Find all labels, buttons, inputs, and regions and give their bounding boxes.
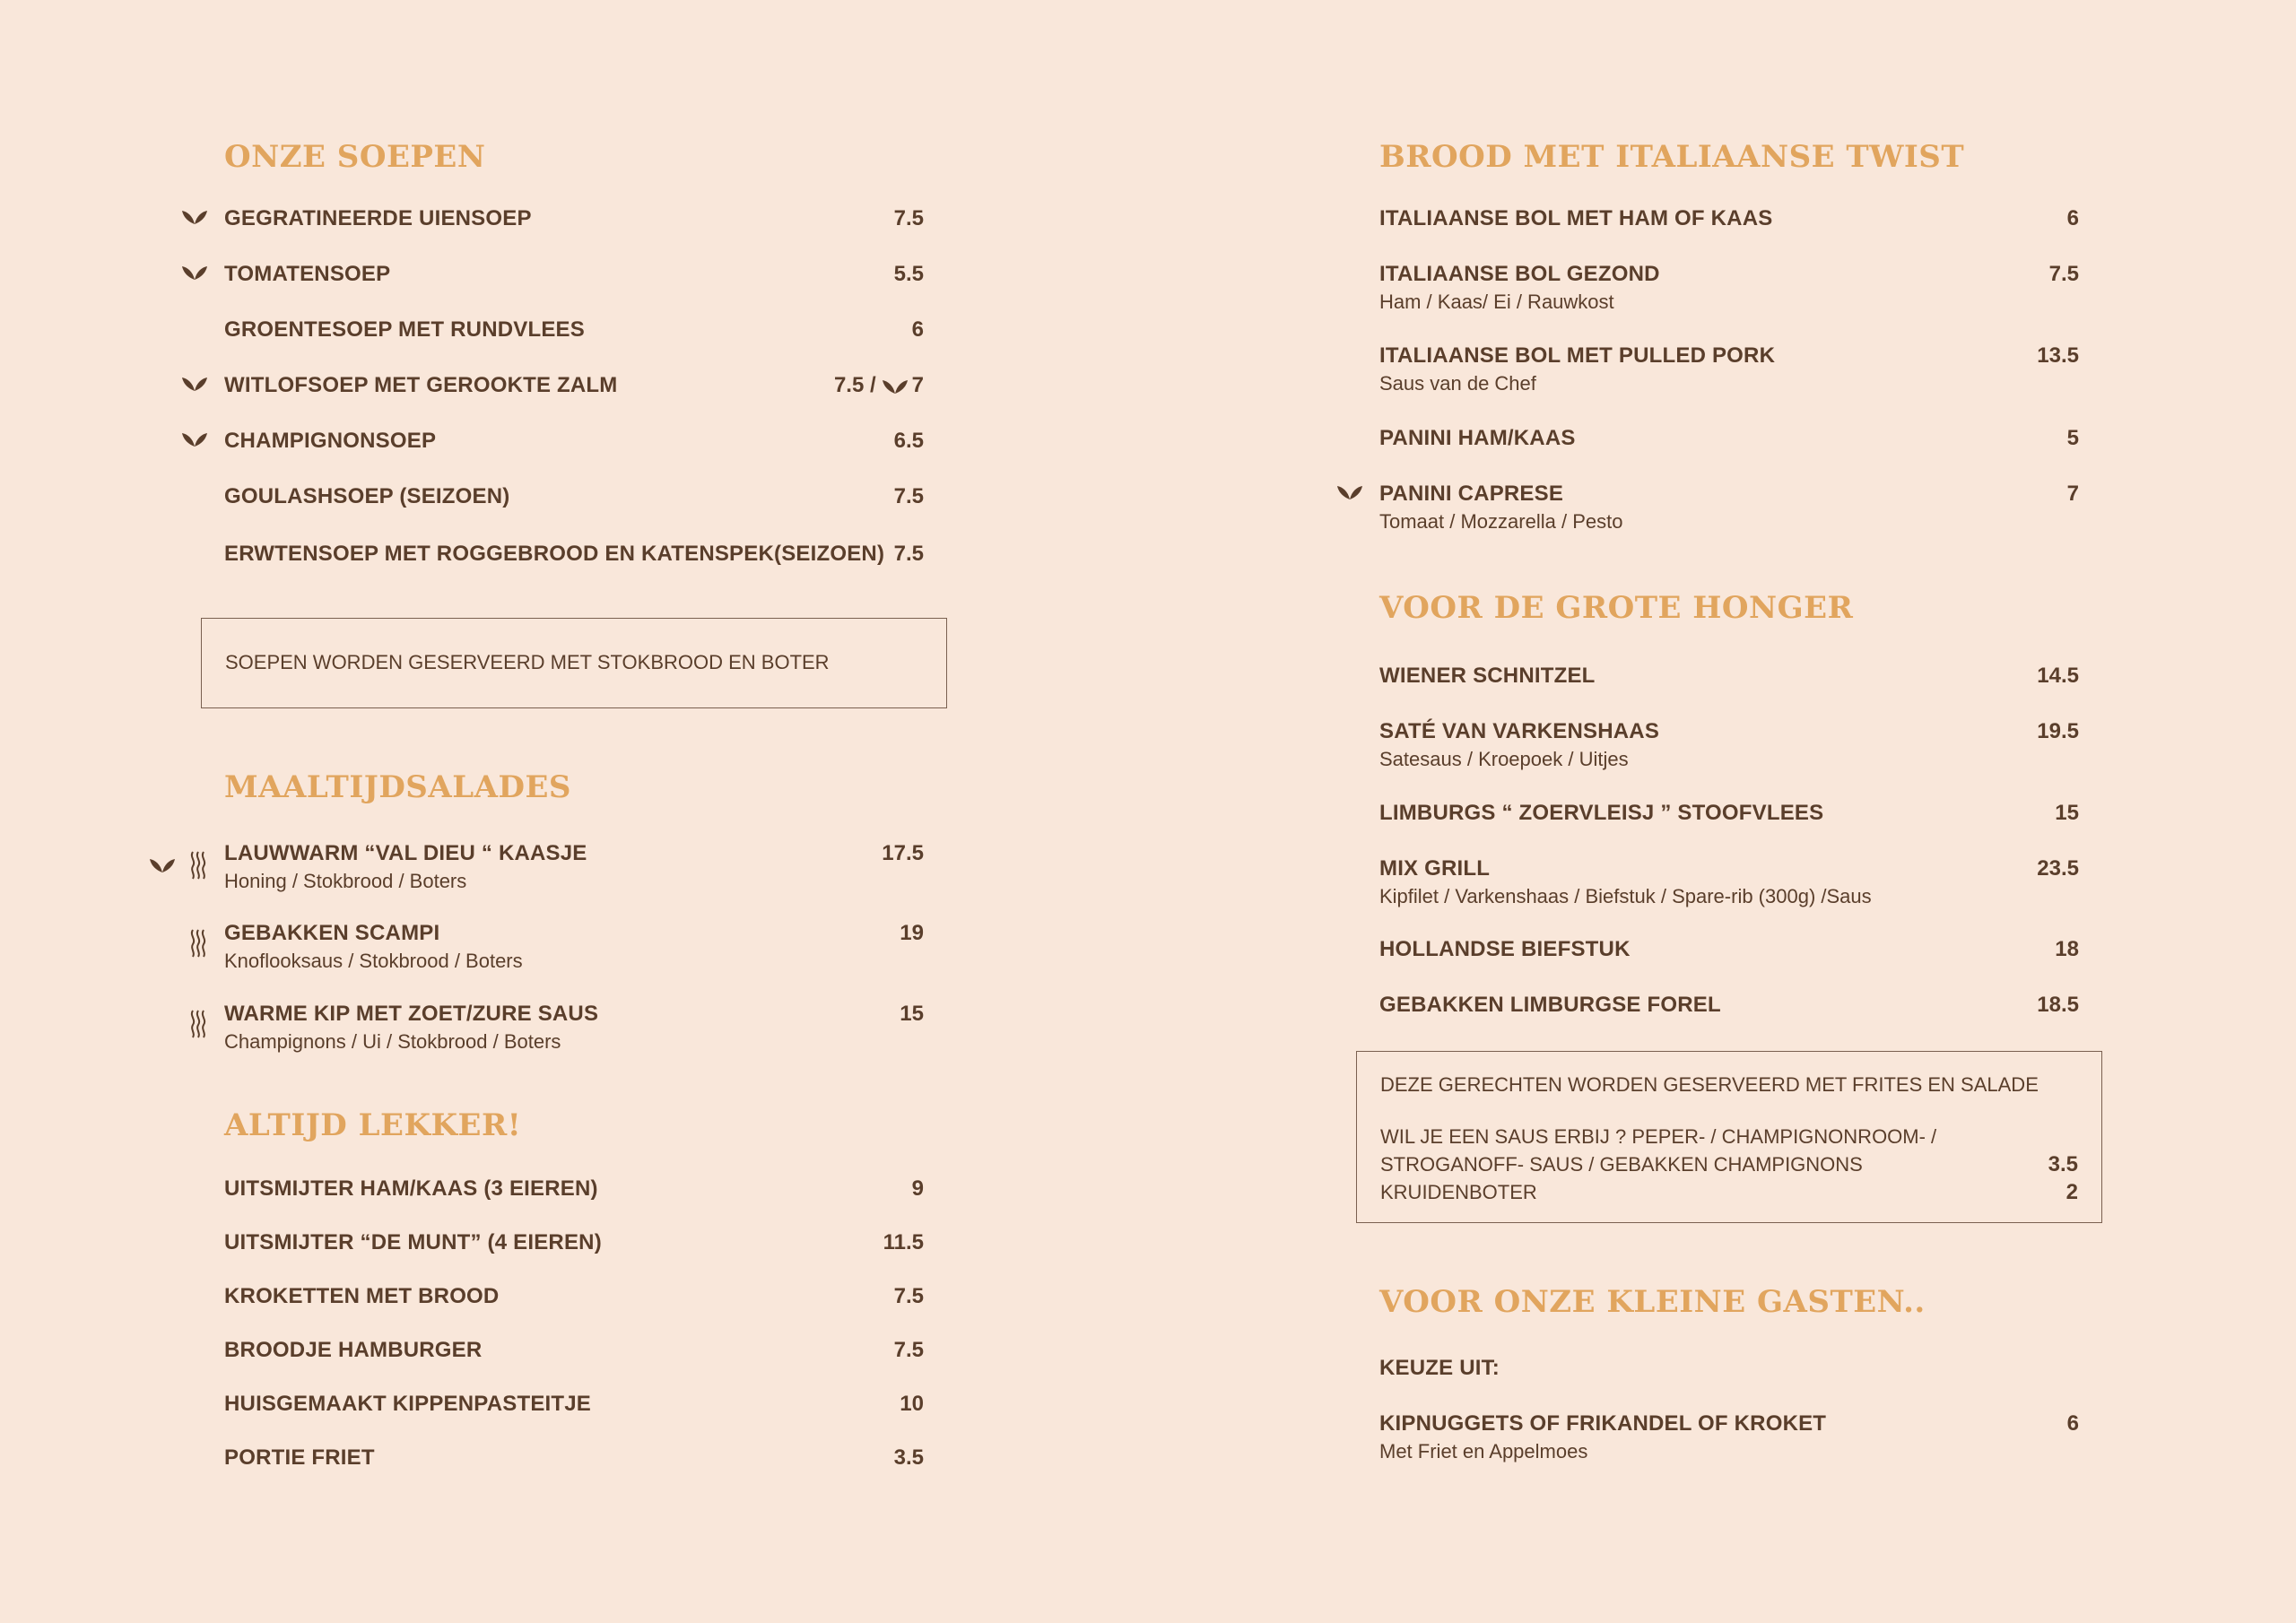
leaf-icon (181, 264, 208, 282)
item-name: TOMATENSOEP (224, 262, 391, 286)
menu-item (224, 206, 924, 231)
menu-item (224, 484, 924, 509)
item-price: 7 (2066, 482, 2079, 506)
item-price: 18.5 (2037, 993, 2079, 1017)
note-line: DEZE GERECHTEN WORDEN GESERVEERD MET FRITES EN SALADE (1380, 1073, 2039, 1096)
item-price: 7.5 (893, 206, 924, 230)
item-price: 7.5 (893, 1338, 924, 1362)
item-price-vegetarian: 7 (911, 373, 924, 397)
note-price: 2 (2066, 1180, 2078, 1204)
leaf-icon (181, 375, 208, 393)
menu-item (224, 262, 924, 287)
item-name: ITALIAANSE BOL GEZOND (1379, 262, 1660, 286)
item-name: LAUWWARM “VAL DIEU “ KAASJE (224, 841, 587, 865)
item-description: Honing / Stokbrood / Boters (224, 870, 467, 892)
note-line: WIL JE EEN SAUS ERBIJ ? PEPER- / CHAMPIGNONROOM- / (1380, 1125, 1937, 1148)
soepen-title: ONZE SOEPEN (224, 139, 486, 175)
item-name: ITALIAANSE BOL MET PULLED PORK (1379, 343, 1776, 368)
item-price: 7.5 / (833, 373, 876, 397)
item-name: GOULASHSOEP (SEIZOEN) (224, 484, 510, 508)
menu-item (1379, 206, 2079, 231)
item-description: Kipfilet / Varkenshaas / Biefstuk / Spare-rib (300g) /Saus (1379, 885, 1872, 907)
item-price: 7.5 (893, 484, 924, 508)
item-description: Saus van de Chef (1379, 372, 1536, 395)
menu-item (224, 1230, 924, 1255)
menu-item (1379, 482, 2079, 534)
item-description: Met Friet en Appelmoes (1379, 1440, 1588, 1462)
leaf-icon (181, 430, 208, 448)
item-description: Ham / Kaas/ Ei / Rauwkost (1379, 291, 1614, 313)
item-name: PORTIE FRIET (224, 1445, 375, 1470)
menu-item (1379, 426, 2079, 451)
item-price: 19 (900, 921, 924, 945)
item-description: Tomaat / Mozzarella / Pesto (1379, 510, 1623, 533)
brood-title: BROOD MET ITALIAANSE TWIST (1379, 139, 1965, 175)
menu-item (224, 1176, 924, 1202)
item-name: WITLOFSOEP MET GEROOKTE ZALM (224, 373, 618, 397)
item-name: CHAMPIGNONSOEP (224, 429, 437, 453)
item-price: 9 (911, 1176, 924, 1201)
item-price: 6 (911, 317, 924, 342)
soepen-note-box (201, 618, 947, 708)
item-price: 11.5 (883, 1230, 924, 1254)
item-price: 14.5 (2037, 664, 2079, 688)
kinderen-subtitle-row (1379, 1356, 2079, 1381)
item-price: 15 (2055, 801, 2079, 825)
menu-item (1379, 993, 2079, 1018)
item-name: WIENER SCHNITZEL (1379, 664, 1596, 688)
item-price: 7.5 (893, 542, 924, 566)
item-name: KIPNUGGETS OF FRIKANDEL OF KROKET (1379, 1411, 1827, 1436)
menu-item (224, 841, 924, 894)
item-price: 15 (900, 1002, 924, 1026)
item-price: 3.5 (893, 1445, 924, 1470)
item-name: GROENTESOEP MET RUNDVLEES (224, 317, 585, 342)
item-name: HOLLANDSE BIEFSTUK (1379, 937, 1631, 961)
item-price: 6.5 (893, 429, 924, 453)
menu-item (224, 1338, 924, 1363)
heat-icon (188, 1009, 208, 1039)
menu-item (224, 542, 924, 567)
heat-icon (188, 850, 208, 881)
item-name: UITSMIJTER HAM/KAAS (3 EIEREN) (224, 1176, 598, 1201)
item-price: 13.5 (2037, 343, 2079, 368)
menu-item (1379, 937, 2079, 962)
leaf-icon (1336, 483, 1363, 501)
item-price: 17.5 (882, 841, 924, 865)
item-name: BROODJE HAMBURGER (224, 1338, 483, 1362)
kinderen-subtitle: KEUZE UIT: (1379, 1356, 1500, 1380)
menu-item (1379, 1411, 2079, 1464)
item-name: GEBAKKEN SCAMPI (224, 921, 440, 945)
item-price: 6 (2066, 1411, 2079, 1436)
item-name: PANINI HAM/KAAS (1379, 426, 1576, 450)
honger-note-box (1356, 1051, 2102, 1223)
item-name: PANINI CAPRESE (1379, 482, 1564, 506)
item-description: Champignons / Ui / Stokbrood / Boters (224, 1030, 561, 1053)
note-line: STROGANOFF- SAUS / GEBAKKEN CHAMPIGNONS (1380, 1153, 1863, 1176)
item-name: ITALIAANSE BOL MET HAM OF KAAS (1379, 206, 1773, 230)
item-price: 19.5 (2037, 719, 2079, 743)
menu-item (224, 317, 924, 343)
menu-item (224, 921, 924, 974)
item-price: 18 (2055, 937, 2079, 961)
item-price: 6 (2066, 206, 2079, 230)
item-name: MIX GRILL (1379, 856, 1491, 881)
menu-item (224, 1002, 924, 1055)
heat-icon (188, 928, 208, 959)
note-price: 3.5 (2048, 1152, 2078, 1176)
item-name: UITSMIJTER “DE MUNT” (4 EIEREN) (224, 1230, 602, 1254)
menu-item (1379, 664, 2079, 689)
item-name: ERWTENSOEP MET ROGGEBROOD EN KATENSPEK(SEIZOEN) (224, 542, 885, 566)
item-price: 23.5 (2037, 856, 2079, 881)
item-price: 5 (2066, 426, 2079, 450)
leaf-icon (882, 378, 909, 395)
menu-item (224, 1284, 924, 1309)
item-price: 10 (900, 1392, 924, 1416)
item-description: Knoflooksaus / Stokbrood / Boters (224, 950, 523, 972)
lekker-title: ALTIJD LEKKER! (224, 1107, 522, 1143)
menu-item (224, 373, 924, 398)
note-line: KRUIDENBOTER (1380, 1181, 1537, 1203)
menu-item (1379, 801, 2079, 826)
menu-item (1379, 856, 2079, 909)
item-name: WARME KIP MET ZOET/ZURE SAUS (224, 1002, 599, 1026)
menu-item (224, 1392, 924, 1417)
item-price-group (834, 373, 924, 398)
item-name: LIMBURGS “ ZOERVLEISJ ” STOOFVLEES (1379, 801, 1824, 825)
menu-item (224, 1445, 924, 1471)
item-name: SATÉ VAN VARKENSHAAS (1379, 719, 1660, 743)
honger-title: VOOR DE GROTE HONGER (1379, 590, 1854, 626)
item-name: HUISGEMAAKT KIPPENPASTEITJE (224, 1392, 592, 1416)
menu-item (1379, 262, 2079, 315)
kinderen-title: VOOR ONZE KLEINE GASTEN.. (1379, 1284, 1926, 1320)
menu-item (1379, 719, 2079, 772)
item-price: 7.5 (893, 1284, 924, 1308)
item-name: GEBAKKEN LIMBURGSE FOREL (1379, 993, 1721, 1017)
leaf-icon (149, 856, 176, 874)
menu-item (224, 429, 924, 454)
item-name: KROKETTEN MET BROOD (224, 1284, 500, 1308)
item-price: 7.5 (2048, 262, 2079, 286)
item-name: GEGRATINEERDE UIENSOEP (224, 206, 532, 230)
item-description: Satesaus / Kroepoek / Uitjes (1379, 748, 1629, 770)
leaf-icon (181, 208, 208, 226)
item-price: 5.5 (893, 262, 924, 286)
salades-title: MAALTIJDSALADES (224, 769, 571, 805)
menu-item (1379, 343, 2079, 396)
soepen-note: SOEPEN WORDEN GESERVEERD MET STOKBROOD EN BOTER (225, 651, 830, 673)
